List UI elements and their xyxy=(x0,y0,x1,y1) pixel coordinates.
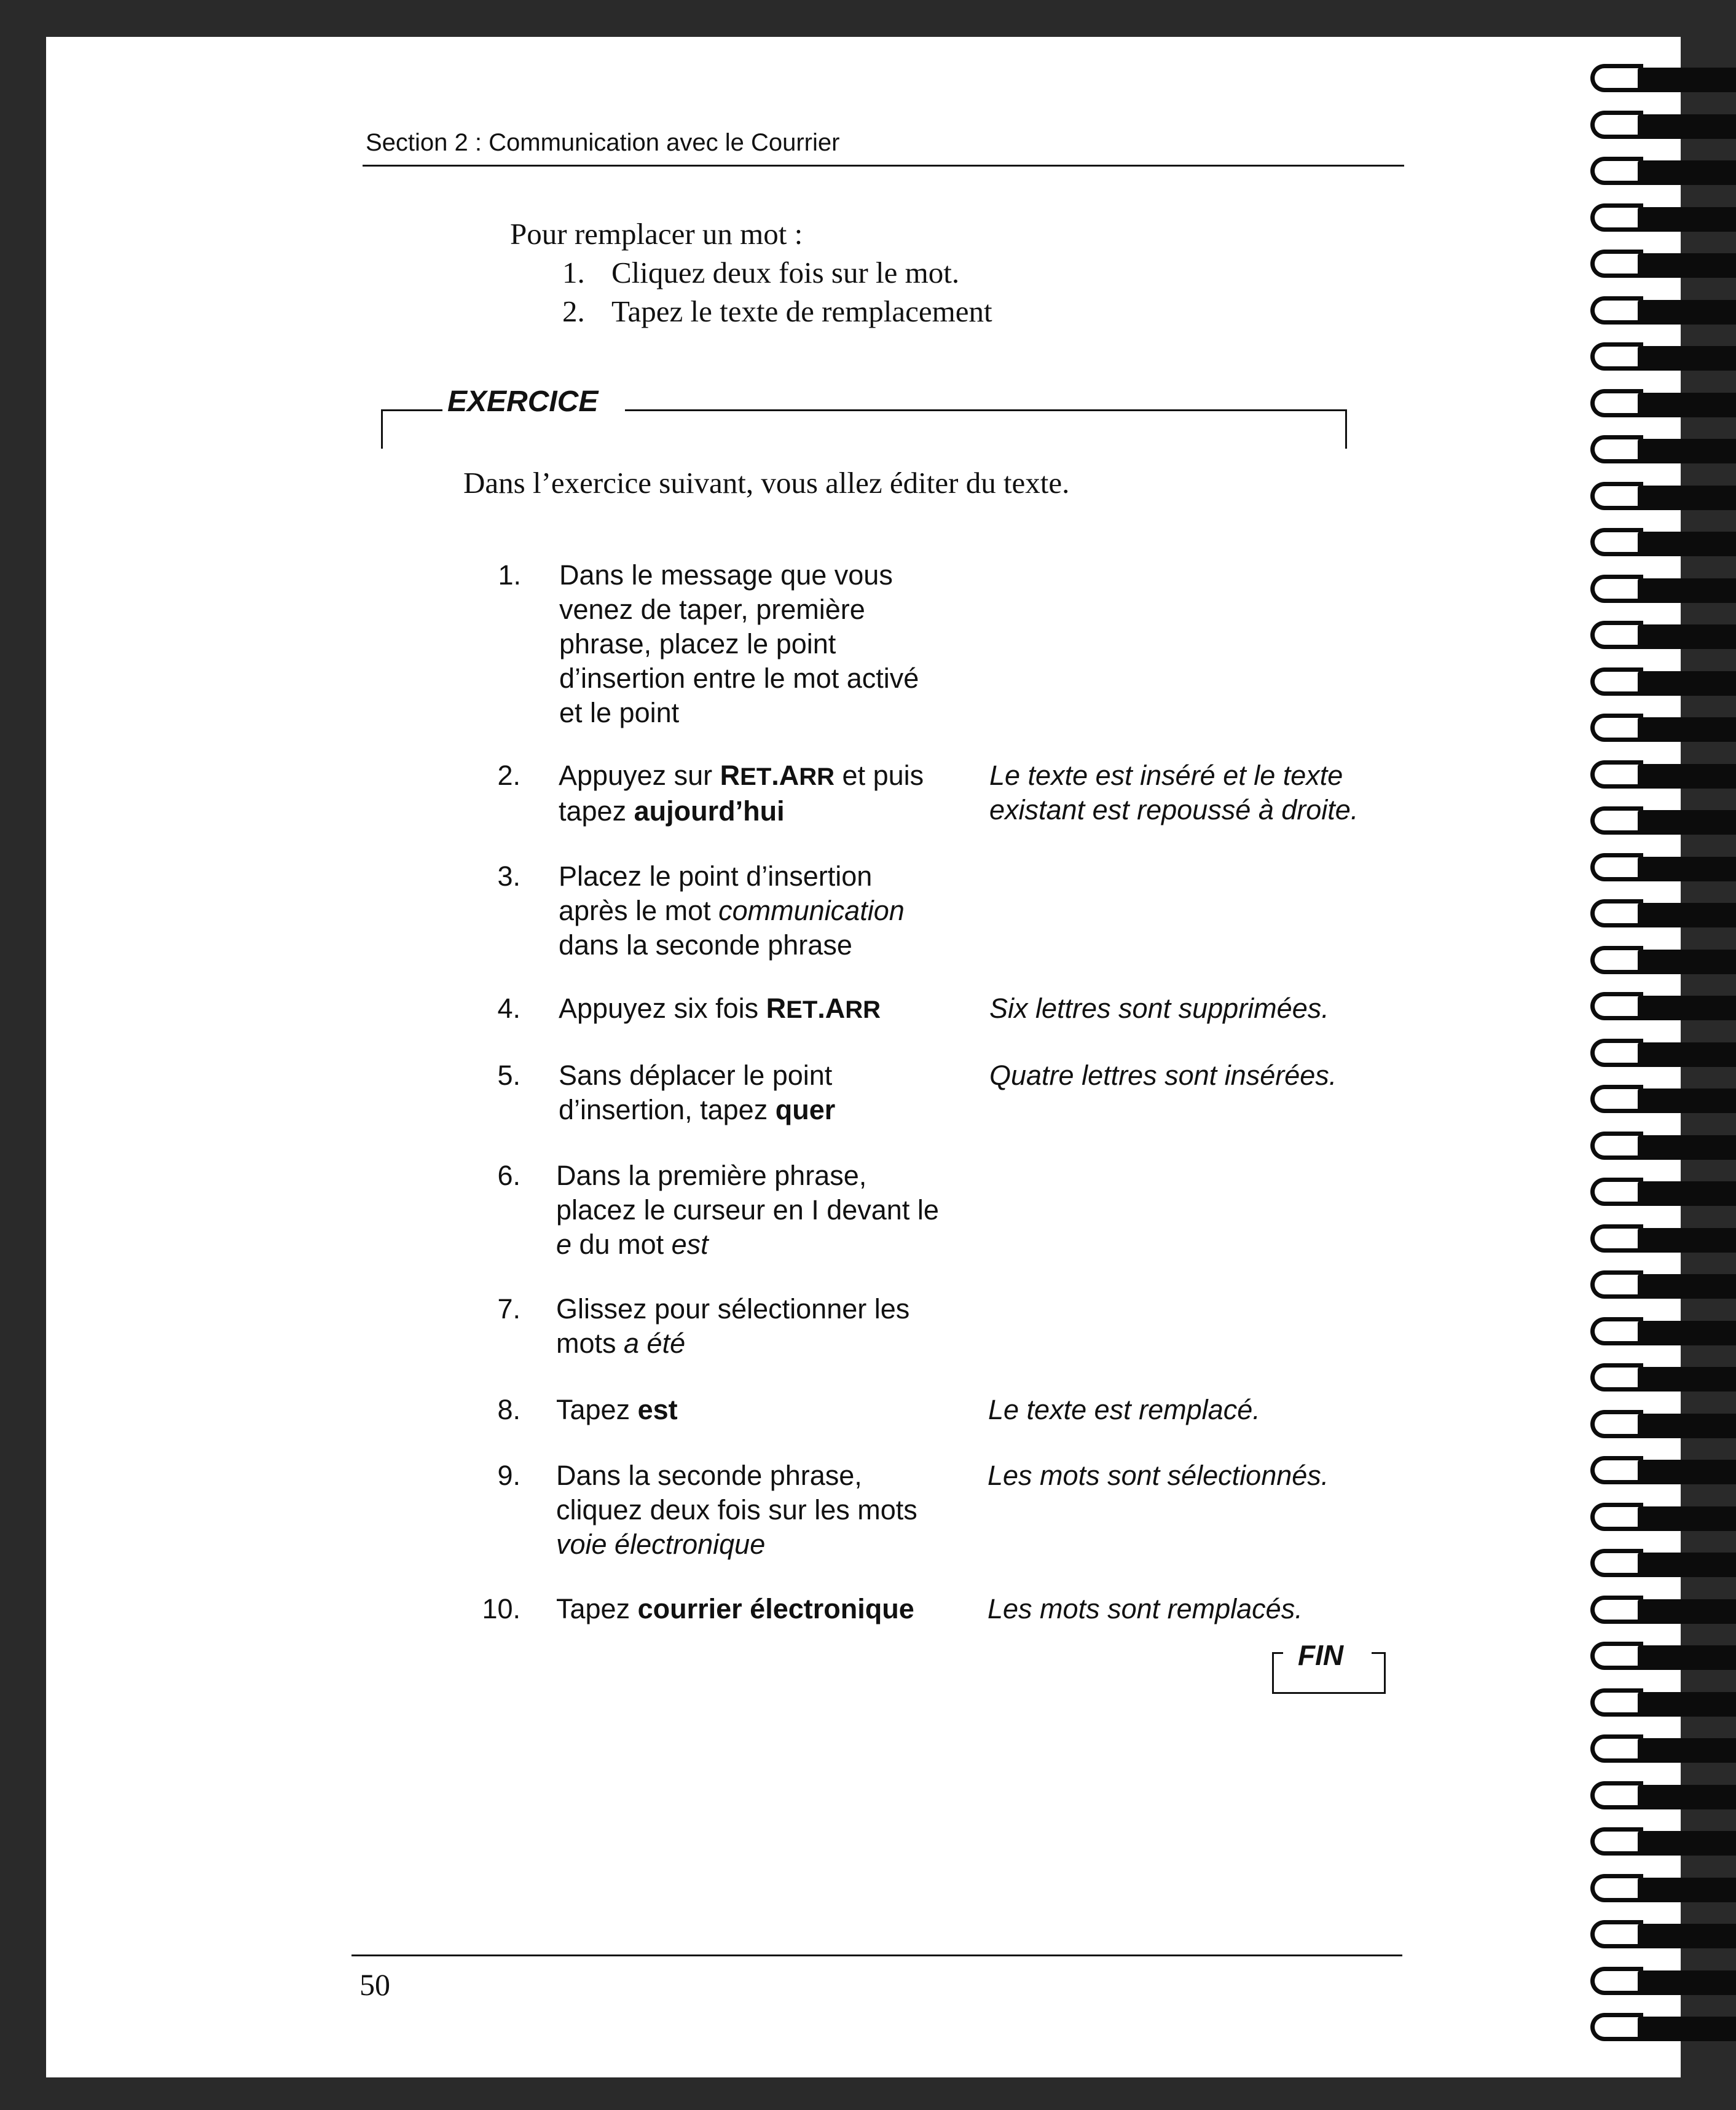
step-line: phrase, placez le point xyxy=(559,628,836,659)
step-line: placez le curseur en I devant le xyxy=(556,1194,939,1226)
intro-item-number: 2. xyxy=(562,294,585,328)
result-line: Le texte est inséré et le texte xyxy=(989,760,1343,791)
binding-ring xyxy=(1585,1639,1736,1675)
step-line: Dans la première phrase, xyxy=(556,1160,867,1191)
step-text xyxy=(559,558,977,730)
step-text xyxy=(556,1458,974,1562)
page-number: 50 xyxy=(359,1967,390,2002)
exercise-title: EXERCICE xyxy=(447,385,599,418)
binding-ring xyxy=(1585,1407,1736,1443)
step-text xyxy=(559,991,976,1027)
step-number: 1. xyxy=(498,559,521,591)
step-number: 6. xyxy=(497,1160,520,1191)
document-page xyxy=(46,37,1681,2077)
step-number: 9. xyxy=(497,1460,520,1491)
step-text xyxy=(556,1592,974,1626)
step-result xyxy=(989,758,1432,827)
binding-ring xyxy=(1585,479,1736,515)
binding-ring xyxy=(1585,1454,1736,1489)
binding-ring xyxy=(1585,711,1736,747)
intro-lead: Pour remplacer un mot : xyxy=(510,217,803,251)
step-number: 4. xyxy=(497,993,520,1024)
binding-ring xyxy=(1585,1268,1736,1304)
binding-ring xyxy=(1585,247,1736,283)
binding-ring xyxy=(1585,665,1736,701)
step-line: Tapez courrier électronique xyxy=(556,1593,914,1624)
step-text xyxy=(559,758,976,829)
step-result xyxy=(989,991,1432,1026)
step-line: et le point xyxy=(559,697,680,728)
step-line: Dans le message que vous xyxy=(559,559,893,591)
result-line: existant est repoussé à droite. xyxy=(989,794,1359,825)
end-marker xyxy=(1272,1639,1386,1694)
binding-ring xyxy=(1585,897,1736,932)
exercise-box-top xyxy=(625,409,1347,411)
step-line: dans la seconde phrase xyxy=(559,929,852,961)
result-line: Les mots sont sélectionnés. xyxy=(988,1460,1329,1491)
result-line: Six lettres sont supprimées. xyxy=(989,993,1329,1024)
binding-ring xyxy=(1585,618,1736,654)
step-line: Dans la seconde phrase, xyxy=(556,1460,862,1491)
binding-ring xyxy=(1585,433,1736,468)
step-number: 7. xyxy=(497,1293,520,1325)
binding-ring xyxy=(1585,201,1736,237)
header-rule xyxy=(363,165,1404,167)
binding-ring xyxy=(1585,1872,1736,1907)
binding-ring xyxy=(1585,61,1736,97)
end-label: FIN xyxy=(1298,1639,1344,1671)
step-text xyxy=(559,1058,976,1127)
step-number: 3. xyxy=(497,860,520,892)
section-header: Section 2 : Communication avec le Courrier xyxy=(366,129,840,156)
binding-ring xyxy=(1585,1593,1736,1629)
binding-ring xyxy=(1585,526,1736,561)
spiral-binding xyxy=(1585,61,1736,2065)
step-result xyxy=(988,1592,1430,1626)
binding-ring xyxy=(1585,1500,1736,1536)
step-line: après le mot communication xyxy=(559,895,905,926)
exercise-box-left xyxy=(381,409,383,449)
step-number: 5. xyxy=(497,1060,520,1091)
step-line: mots a été xyxy=(556,1328,686,1359)
step-line: Placez le point d’insertion xyxy=(559,860,873,892)
exercise-box-top xyxy=(381,409,442,411)
result-line: Quatre lettres sont insérées. xyxy=(989,1060,1337,1091)
step-number: 8. xyxy=(497,1394,520,1425)
step-line: voie électronique xyxy=(556,1529,766,1560)
key-ret-arr: RET.ARR xyxy=(766,993,881,1024)
binding-ring xyxy=(1585,1686,1736,1722)
intro-item-text: Tapez le texte de remplacement xyxy=(611,294,992,328)
step-line: Glissez pour sélectionner les xyxy=(556,1293,910,1325)
binding-ring xyxy=(1585,851,1736,886)
binding-ring xyxy=(1585,1732,1736,1768)
step-result xyxy=(988,1458,1430,1493)
step-line: d’insertion, tapez quer xyxy=(559,1094,836,1125)
binding-ring xyxy=(1585,1036,1736,1072)
step-line: tapez aujourd’hui xyxy=(559,795,785,827)
binding-ring xyxy=(1585,990,1736,1025)
binding-ring xyxy=(1585,1129,1736,1165)
result-line: Les mots sont remplacés. xyxy=(988,1593,1303,1624)
binding-ring xyxy=(1585,1918,1736,1953)
key-ret-arr: RET.ARR xyxy=(720,760,835,791)
step-result xyxy=(989,1058,1432,1093)
binding-ring xyxy=(1585,1825,1736,1860)
step-line: d’insertion entre le mot activé xyxy=(559,663,919,694)
step-text xyxy=(556,1159,974,1262)
step-line: venez de taper, première xyxy=(559,594,865,625)
binding-ring xyxy=(1585,1779,1736,1814)
binding-ring xyxy=(1585,758,1736,793)
binding-ring xyxy=(1585,2010,1736,2046)
step-text xyxy=(556,1393,974,1427)
binding-ring xyxy=(1585,1361,1736,1396)
binding-ring xyxy=(1585,387,1736,422)
step-number: 2. xyxy=(497,760,520,791)
step-line: cliquez deux fois sur les mots xyxy=(556,1494,917,1525)
step-line: Tapez est xyxy=(556,1394,678,1425)
binding-ring xyxy=(1585,804,1736,840)
binding-ring xyxy=(1585,1175,1736,1211)
binding-ring xyxy=(1585,154,1736,190)
binding-ring xyxy=(1585,1546,1736,1582)
result-line: Le texte est remplacé. xyxy=(988,1394,1260,1425)
step-text xyxy=(559,859,976,962)
intro-item-text: Cliquez deux fois sur le mot. xyxy=(611,256,960,289)
binding-ring xyxy=(1585,294,1736,329)
footer-rule xyxy=(352,1955,1402,1956)
binding-ring xyxy=(1585,572,1736,608)
exercise-box-right xyxy=(1345,409,1347,449)
binding-ring xyxy=(1585,108,1736,144)
binding-ring xyxy=(1585,340,1736,376)
step-result xyxy=(988,1393,1431,1427)
step-text xyxy=(556,1292,974,1361)
step-number: 10. xyxy=(482,1593,520,1624)
binding-ring xyxy=(1585,1082,1736,1118)
binding-ring xyxy=(1585,1964,1736,2000)
step-line: e du mot est xyxy=(556,1229,709,1260)
exercise-lead: Dans l’exercice suivant, vous allez éditer du texte. xyxy=(463,466,1070,500)
step-line: Appuyez six fois RET.ARR xyxy=(559,993,881,1024)
step-line: Appuyez sur RET.ARR et puis xyxy=(559,760,924,791)
binding-ring xyxy=(1585,1222,1736,1258)
binding-ring xyxy=(1585,943,1736,979)
binding-ring xyxy=(1585,1315,1736,1350)
intro-item-number: 1. xyxy=(562,256,585,289)
step-line: Sans déplacer le point xyxy=(559,1060,833,1091)
